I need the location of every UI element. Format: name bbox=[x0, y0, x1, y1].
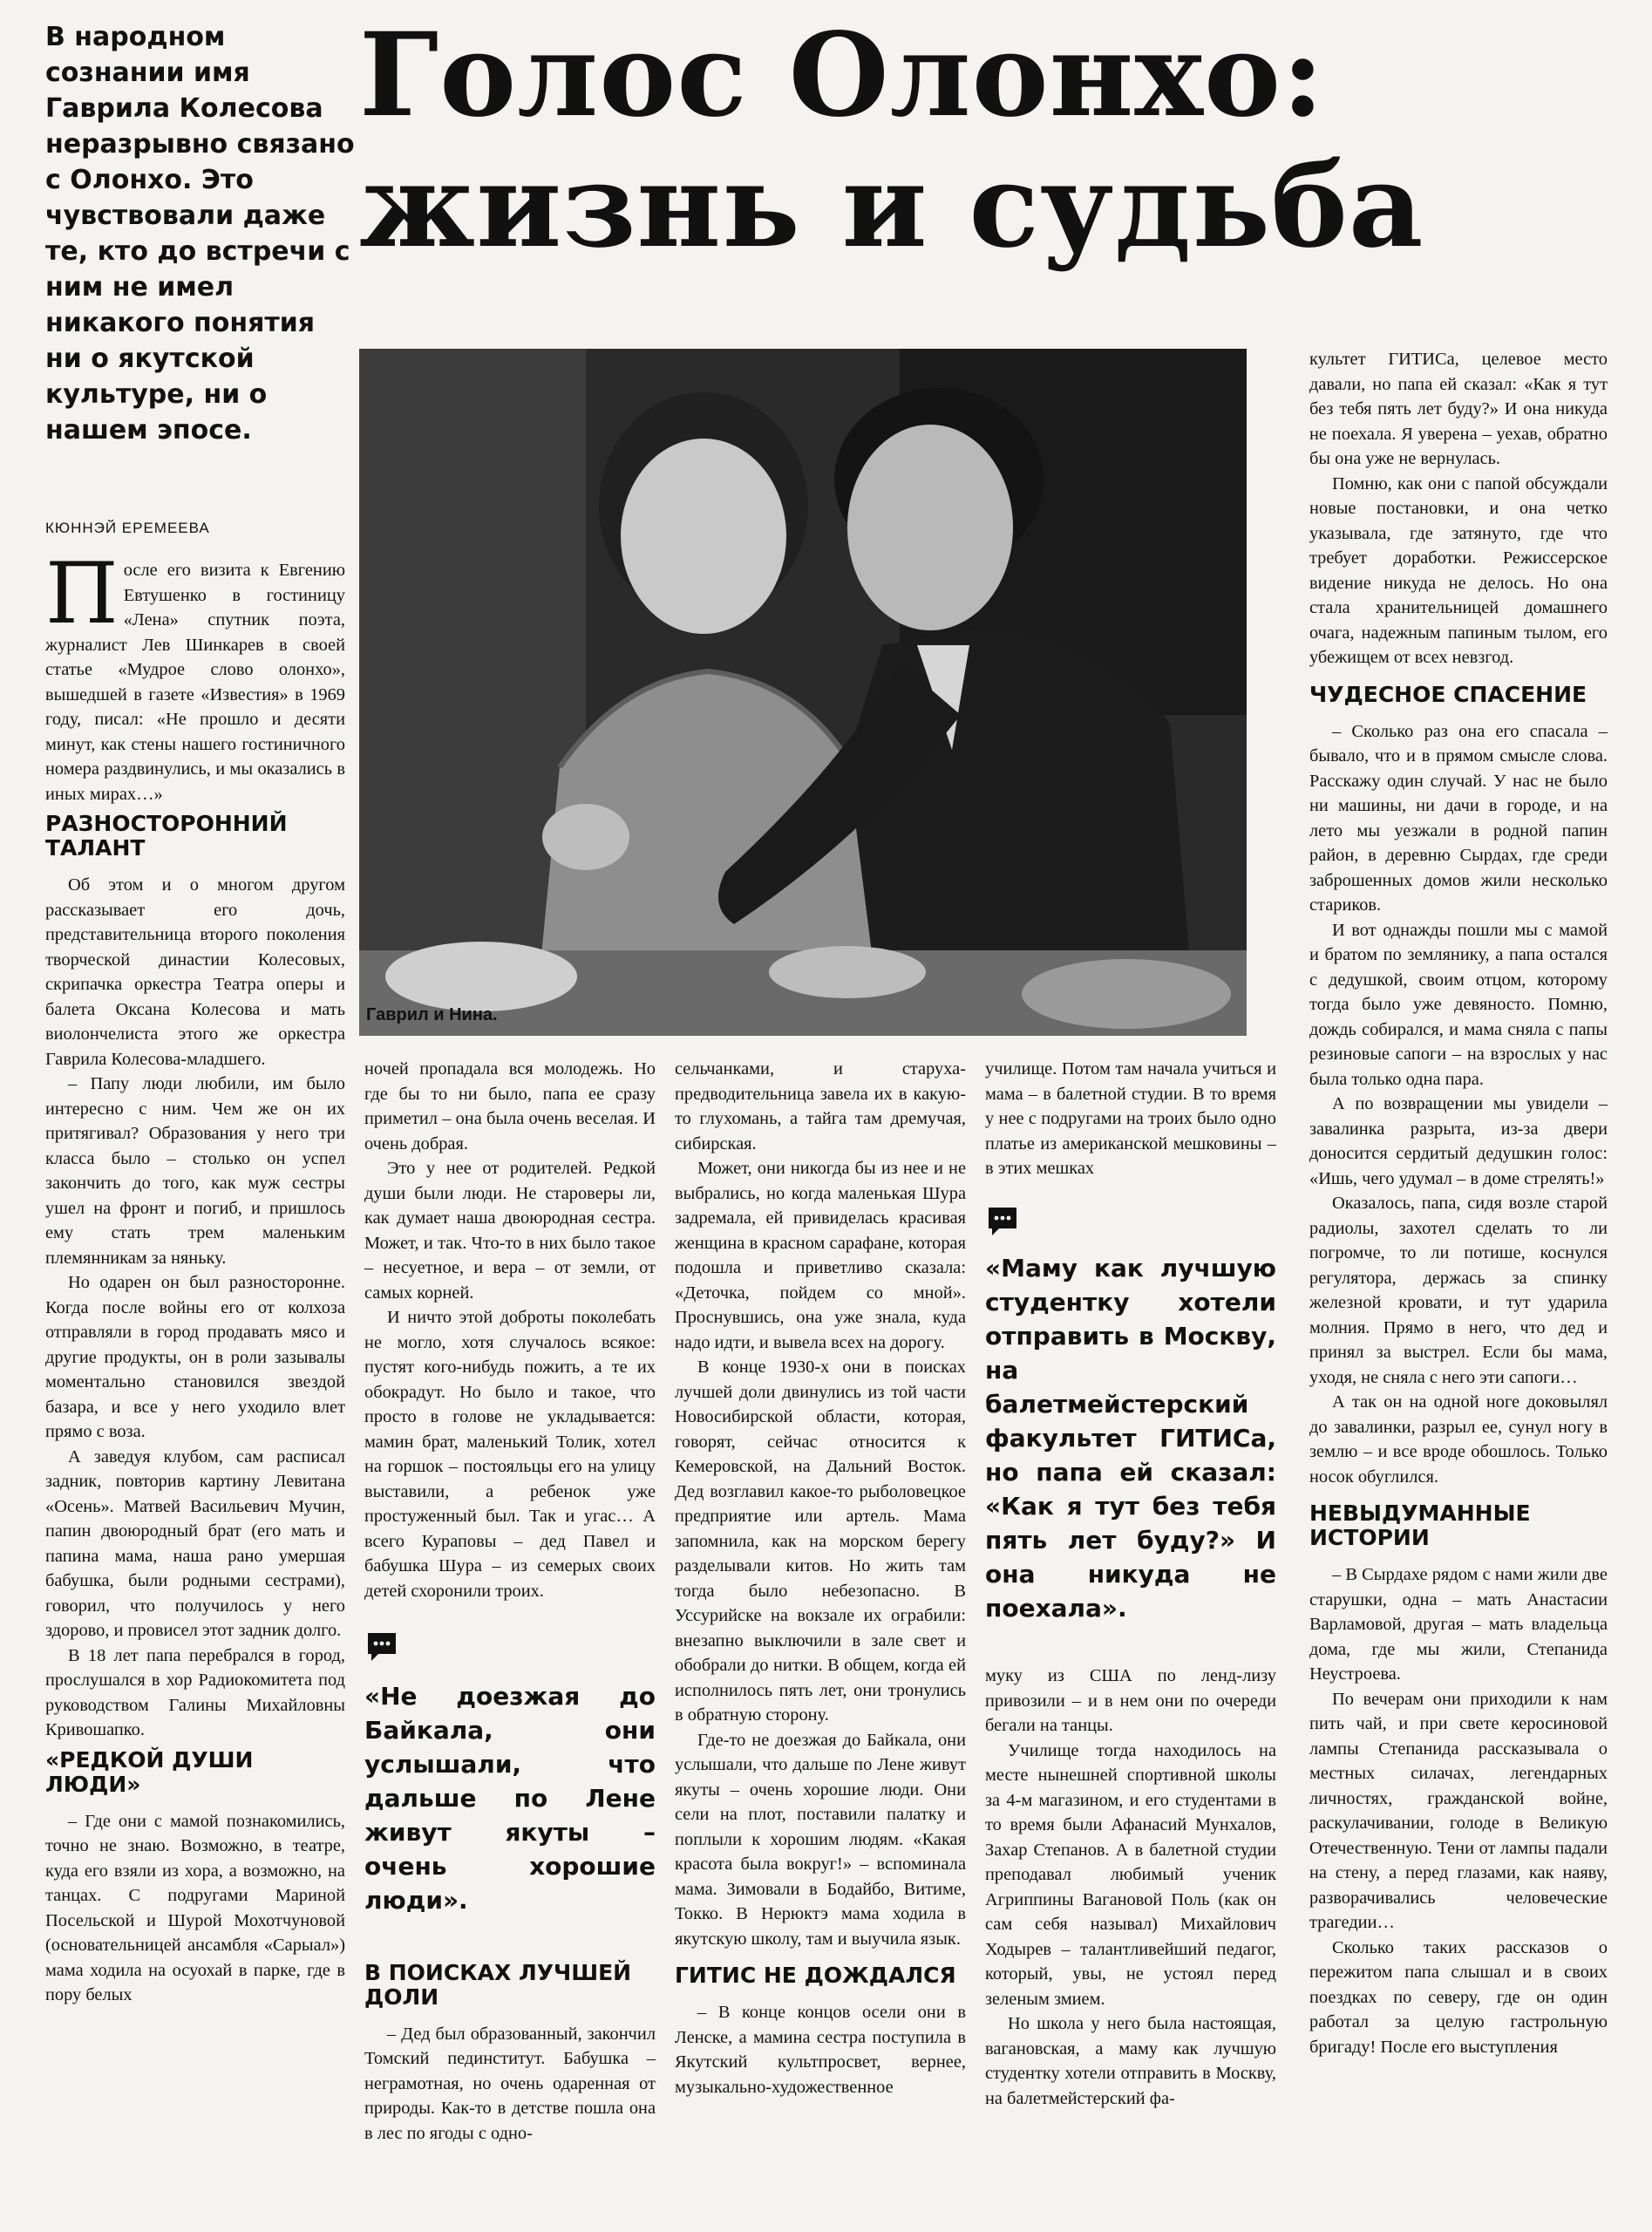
paragraph: Где-то не доезжая до Байкала, они услышали, что дальше по Лене живут якуты – очень хорошие люди. Они сели на плот, поставили палатку и поплыли к хорошим людям. «Какая красота была вокруг!» – вспоминала мама. Зимовали в Бодайбо, Витиме, Токко. В Нерюктэ мама ходила в якутскую школу, там и выучила язык. bbox=[675, 1730, 966, 1949]
subheading-true-stories: НЕВЫДУМАННЫЕ ИСТОРИИ bbox=[1309, 1500, 1531, 1550]
paragraph: – Где они с мамой познакомились, точно не знаю. Возможно, в театре, куда его взяли из хора, а возможно, на танцах. С подругами Мариной Посельской и Шурой Мохотчуновой (основательницей ансамбля «Сарыал») мама ходила на осуохай в парке, где в пору белых bbox=[45, 1811, 345, 2004]
paragraph: – В Сырдахе рядом с нами жили две старушки, одна – мать Анастасии Варламовой, другая – мать владельца дома, где мы жили, Степанида Неустроева. bbox=[1309, 1565, 1608, 1684]
paragraph: культет ГИТИСа, целевое место давали, но папа ей сказал: «Как я тут без тебя пять лет буду?» И она никуда не поехала. Я уверена – уехав, обратно бы она уже не вернулась. bbox=[1309, 350, 1608, 468]
pull-quote-gitis: «Маму как лучшую студентку хотели отправить в Москву, на балетмейстерский факультет ГИТИСа, но папа ей сказал: «Как я тут без тебя пять лет буду?» И она никуда не поехала». bbox=[985, 1254, 1276, 1623]
paragraph: Училище тогда находилось на месте нынешней спортивной школы за 4-м магазином, и его студентами в то время были Афанасий Мунхалов, Захар Степанов. А в балетной студии преподавал любимый ученик Агриппины Вагановой Поль (как он сам себя называл) Михайлович Ходырев – талантливейший педагог, который, увы, не устоял перед зеленым змием. bbox=[985, 1740, 1276, 2009]
column-1 bbox=[45, 545, 345, 2008]
speech-bubble-icon bbox=[985, 1204, 1020, 1239]
photo-illustration bbox=[359, 349, 1247, 1036]
paragraph: Об этом и о многом другом рассказывает его дочь, представительница второго поколения творческой династии Колесовых, скрипачка оркестра Театра оперы и балета Оксана Колесова и мать виолончелиста этого же оркестра Гаврила Колесова-младшего. bbox=[45, 875, 345, 1069]
paragraph: А по возвращении мы увидели – завалинка разрыта, из-за двери доносится сердитый дедушкин голос: «Ишь, чего удумал – в доме стрелять!» bbox=[1309, 1094, 1608, 1188]
paragraph: По вечерам они приходили к нам пить чай, и при свете керосиновой лампы Степанида рассказывала о местных силачах, легендарных личностях, гражданской войне, раскулачивании, голоде в Великую Отечественную. Тени от лампы падали на стену, а перед глазами, как наяву, разворачивались человеческие трагедии… bbox=[1309, 1689, 1608, 1932]
paragraph: В 18 лет папа перебрался в город, прослушался в хор Радиокомитета под руководством Галины Михайловны Кривошапко. bbox=[45, 1645, 345, 1739]
paragraph: В конце 1930-х они в поисках лучшей доли двинулись из той части Новосибирской области, которая, говорят, сейчас относится к Кемеровской, на Дальний Восток. Дед возглавил какое-то рыболовецкое предприятие или артель. Мама запомнила, как на морском берегу разделывали китов. Но жить там тогда было небезопасно. В Уссурийске на вокзале их ограбили: внезапно выключили в зале свет и обобрали до нитки. В общем, когда ей исполнилось пять лет, они тронулись в обратную сторону. bbox=[675, 1358, 966, 1725]
column-3 bbox=[675, 1057, 966, 2099]
paragraph: сельчанками, и старуха-предводительница завела их в какую-то глухомань, а тайга там дремучая, сибирская. bbox=[675, 1059, 966, 1153]
paragraph: Помню, как они с папой обсуждали новые постановки, и она четко указывала, где затянуто, где что требует доработки. Режиссерское видение никуда не делось. Но она стала хранительницей домашнего очага, надежным папиным тылом, его убежищем от всех невзгод. bbox=[1309, 473, 1608, 667]
paragraph: – Сколько раз она его спасала – бывало, что и в прямом смысле слова. Расскажу один случай. У нас не было ни машины, ни дачи в городе, и на лето мы уезжали в родной папин район, в деревню Сырдах, где среди заброшенных домов жили несколько стариков. bbox=[1309, 721, 1608, 915]
photo-caption: Гаврил и Нина. bbox=[366, 1005, 498, 1024]
paragraph: – В конце концов осели они в Ленске, а мамина сестра поступила в Якутский культпросвет, вернее, музыкально-художественное bbox=[675, 2003, 966, 2097]
paragraph: Но школа у него была настоящая, вагановская, а маму как лучшую студентку хотели отправить в Москву, на балетмейстерский фа- bbox=[985, 2014, 1276, 2108]
paragraph: муку из США по ленд-лизу привозили – и в нем они по очереди бегали на танцы. bbox=[985, 1666, 1276, 1735]
column-5 bbox=[1309, 347, 1608, 2059]
subheading-better-life: В ПОИСКАХ ЛУЧШЕЙ ДОЛИ bbox=[364, 1959, 632, 2010]
paragraph: – Дед был образованный, закончил Томский пединститут. Бабушка – неграмотная, но очень одаренная от природы. Как-то в детстве пошла она в лес по ягоды с одно- bbox=[364, 2024, 656, 2143]
paragraph: А заведуя клубом, сам расписал задник, повторив картину Левитана «Осень». Матвей Васильевич Мучин, папин двоюродный брат (его мать и папина мама, наша рано умершая бабушка, были родными сестрами), говорил, что получилось у него здорово, и провисел этот задник долго. bbox=[45, 1446, 345, 1640]
subheading-rare-soul: «РЕДКОЙ ДУШИ ЛЮДИ» bbox=[45, 1746, 254, 1797]
paragraph: училище. Потом там начала учиться и мама – в балетной студии. В то время у нее с подругами на троих было одно платье из американской мешковины – в этих мешках bbox=[985, 1059, 1276, 1178]
paragraph: И ничто этой доброты поколебать не могло, хотя случалось всякое: пустят кого-нибудь пожить, а те их обокрадут. Но было и такое, что просто в голове не укладывается: мамин брат, маленький Толик, хотел на горшок – постояльцы его на улицу выставили, а ребенок уже простуженный был. Так и угас… А всего Кураповы – дед Павел и бабушка Шура – из семерых своих детей схоронили троих. bbox=[364, 1308, 656, 1601]
pull-quote-baikal: «Не доезжая до Байкала, они услышали, что дальше по Лене живут якуты – очень хорошие люди». bbox=[364, 1681, 656, 1915]
speech-bubble-icon bbox=[364, 1630, 399, 1664]
headline bbox=[359, 10, 1615, 272]
headline-line-2: жизнь и судьба bbox=[359, 139, 1424, 274]
paragraph: Это у нее от родителей. Редкой души были люди. Не староверы ли, как думает наша двоюродная сестра. Может, и так. Что-то в них было такое – несуетное, и вера – от земли, от самых корней. bbox=[364, 1159, 656, 1303]
paragraph: Оказалось, папа, сидя возле старой радиолы, захотел сделать то ли погромче, то ли потише, коснулся регулятора, держась за спинку железной кровати, и тут ударила молния. Прямо в него, что дед и принял за выстрел. Если бы мама, уходя, не сняла с него эти сапоги… bbox=[1309, 1194, 1608, 1387]
paragraph: ночей пропадала вся молодежь. Но где бы то ни было, папа ее сразу приметил – она была очень веселая. И очень добрая. bbox=[364, 1059, 656, 1153]
subheading-versatile-talent: РАЗНОСТОРОННИЙ ТАЛАНТ bbox=[45, 811, 288, 861]
paragraph: И вот однажды пошли мы с мамой и братом по землянику, а папа остался с дедушкой, своим отцом, которому тогда было уже девяносто. Помню, дождь собирался, и мама сняла с папы резиновые сапоги – на взрослых у нас была только одна пара. bbox=[1309, 920, 1608, 1089]
headline-line-1: Голос Олонхо: bbox=[359, 8, 1325, 143]
byline: КЮННЭЙ ЕРЕМЕЕВА bbox=[45, 520, 210, 536]
paragraph: Может, они никогда бы из нее и не выбрались, но когда маленькая Шура задремала, ей привиделась красивая женщина в красном сарафане, которая подошла и приветливо сказала: «Деточка, пойдем со мной». Проснувшись, она уже знала, куда надо идти, и вывела всех на дорогу. bbox=[675, 1159, 966, 1352]
paragraph: Но одарен он был разносторонне. Когда после войны его от колхоза отправляли в город продавать мясо и другие продукты, он в роли зазывалы моментально становился звездой базара, и все у него уходило влет прямо с воза. bbox=[45, 1273, 345, 1441]
subheading-gitis: ГИТИС НЕ ДОЖДАЛСЯ bbox=[675, 1963, 956, 1988]
dropcap: П bbox=[45, 545, 119, 643]
intro-paragraph: осле его визита к Евгению Евтушенко в гостиницу «Лена» спутник поэта, журналист Лев Шинкарев в своей статье «Мудрое слово олонхо», вышедшей в газете «Известия» в 1969 году, писал: «Не прошло и десяти минут, как стены нашего гостиничного номера раздвинулись, и мы оказались в иных мирах…» bbox=[45, 561, 345, 804]
photo bbox=[359, 349, 1247, 1036]
column-2 bbox=[364, 1057, 656, 2146]
lead-text: В народном сознании имя Гаврила Колесова неразрывно связано с Олонхо. Это чувствовали даже те, кто до встречи с ним не имел никакого понятия ни о якутской культуре, ни о нашем эпосе. bbox=[45, 22, 355, 446]
paragraph: – Папу люди любили, им было интересно с ним. Чем же он их притягивал? Образования у него три класса было – столько он успел закончить до того, как муж сестры ушел на фронт и погиб, и пришлось ему стать трем маленьким племянникам за няньку. bbox=[45, 1074, 345, 1268]
paragraph: Сколько таких рассказов о пережитом папа слышал и в своих поездках по северу, где он один работал за целую гастрольную бригаду! После его выступления bbox=[1309, 1937, 1608, 2057]
column-4 bbox=[985, 1057, 1276, 2111]
subheading-miraculous-rescue: ЧУДЕСНОЕ СПАСЕНИЕ bbox=[1309, 681, 1587, 707]
paragraph: А так он на одной ноге доковылял до завалинки, разрыл ее, сунул ногу в землю – и все вроде обошлось. Только носок обуглился. bbox=[1309, 1392, 1608, 1487]
